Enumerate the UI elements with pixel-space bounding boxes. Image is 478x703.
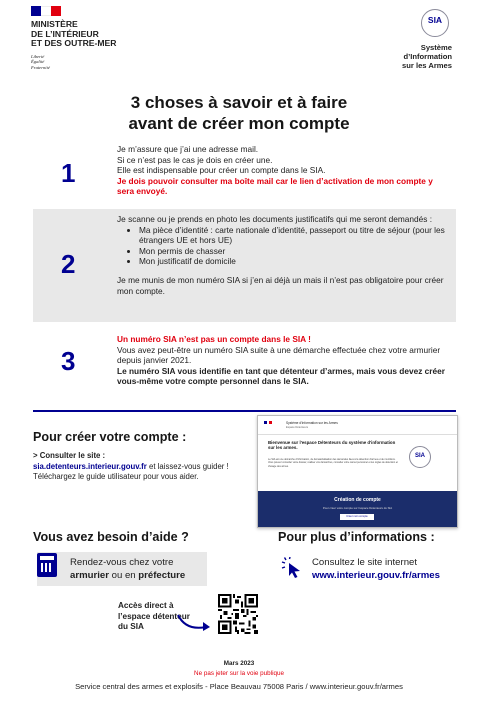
title-line: avant de créer mon compte <box>128 114 350 133</box>
list-item: • Mon justificatif de domicile <box>139 256 447 267</box>
site-suffix: et laissez-vous guider ! <box>146 461 229 471</box>
sia-site-link[interactable]: sia.detenteurs.interieur.gouv.fr <box>33 461 147 471</box>
qr-caption-line: l’espace détenteur <box>118 611 190 621</box>
help-line: Rendez-vous chez votre <box>70 557 174 568</box>
shot-divider <box>258 434 457 435</box>
shot-welcome-title: Bienvenue sur l'espace Détenteurs du système d'information sur les armes. <box>268 440 396 451</box>
motto-line: Égalité <box>31 59 45 65</box>
step-number: 1 <box>61 158 76 188</box>
step-number: 2 <box>61 249 76 279</box>
building-columns <box>41 563 53 572</box>
step-body <box>117 334 447 387</box>
shot-banner-title: Création de compte <box>334 497 381 503</box>
help-heading: Vous avez besoin d’aide ? <box>33 530 189 544</box>
info-text <box>312 556 440 582</box>
step-1 <box>33 142 456 206</box>
step-text: Je me munis de mon numéro SIA si j’en ai déjà un mais il n’est pas obligatoire pour créer mon compte. <box>117 274 444 296</box>
help-connector: ou en <box>108 570 139 581</box>
shot-banner <box>258 491 457 527</box>
ministry-line: DE L’INTÉRIEUR <box>31 28 99 39</box>
mini-flag-icon <box>264 421 272 424</box>
step-warning: Un numéro SIA n’est pas un compte dans le SIA ! <box>117 334 311 344</box>
sia-name-line: Système <box>420 43 452 52</box>
sia-logo-text: SIA <box>427 15 443 25</box>
website-screenshot <box>257 415 458 528</box>
step-text: Je m’assure que j’ai une adresse mail. <box>117 144 259 154</box>
step-body <box>117 214 447 296</box>
step-number: 3 <box>61 346 76 376</box>
cursor-click-icon <box>280 557 304 579</box>
ministry-line: ET DES OUTRE-MER <box>31 38 117 49</box>
info-line: Consultez le site internet <box>312 557 418 568</box>
step-text: Vous avez peut-être un numéro SIA suite à une démarche effectuée chez votre armurier depuis janvier 2021. <box>117 344 441 366</box>
motto-line: Fraternité <box>31 64 50 70</box>
step-bold-text: Le numéro SIA vous identifie en tant que détenteur d’armes, mais vous devez créer vous-même votre compte personnel dans le SIA. <box>117 365 445 387</box>
sia-name-line: sur les Armes <box>402 60 452 70</box>
shot-create-account-button: Créer mon compte <box>340 514 374 520</box>
title-line: 3 choses à savoir et à faire <box>130 93 348 112</box>
step-text: Si ce n’est pas le cas je dois en créer une. <box>117 154 273 165</box>
interieur-site-link[interactable]: www.interieur.gouv.fr/armes <box>312 570 440 581</box>
building-icon <box>37 553 57 577</box>
shot-welcome-body: Le SIA est une démarche d'information, de dématérialisation des demandes liées à la détention d'armes et de munitions. Vous pouvez consulter votre dossier, réaliser vos démarches, consulter votre carnet personnel et les règles de détention et d'usage des armes. <box>268 458 398 468</box>
step-body <box>117 144 447 197</box>
help-armurier: armurier <box>70 570 109 581</box>
document-list <box>117 225 447 267</box>
ministry-line: MINISTÈRE <box>31 19 78 29</box>
shot-sia-logo <box>409 446 431 468</box>
sia-logo <box>421 9 449 37</box>
consult-label: > Consulter le site : <box>33 451 106 460</box>
help-prefecture: préfecture <box>138 570 186 581</box>
qr-caption-line: du SIA <box>118 622 144 632</box>
sia-name-line: d’Information <box>403 51 452 61</box>
arrow-icon <box>176 611 214 635</box>
create-account-heading: Pour créer votre compte : <box>33 430 187 444</box>
sia-system-name <box>380 44 452 70</box>
shot-header-text: Système d'Information sur les Armes <box>286 421 338 425</box>
footer-date: Mars 2023 <box>223 660 255 667</box>
shot-logo-text: SIA <box>414 453 425 459</box>
motto-line: Liberté <box>31 54 45 59</box>
info-heading: Pour plus d’informations : <box>278 530 435 544</box>
qr-code[interactable] <box>218 594 258 634</box>
list-item: • Ma pièce d’identité : carte nationale d’identité, passeport ou titre de séjour (pour les étrangers UE et hors UE) <box>139 225 447 246</box>
step-3 <box>33 332 456 394</box>
page-title <box>0 92 478 134</box>
ministry-name <box>31 20 151 49</box>
footer-notice: Ne pas jeter sur la voie publique <box>194 670 284 677</box>
list-item: • Mon permis de chasser <box>139 246 447 257</box>
shot-banner-sub: Pour créer votre compte sur l'espace Détenteurs du SIA <box>322 506 393 510</box>
building-roof <box>40 556 54 560</box>
french-flag-logo <box>31 6 61 16</box>
help-text <box>70 556 210 582</box>
step-text: Elle est indispensable pour créer un compte dans le SIA. <box>117 165 326 176</box>
section-divider <box>33 410 456 412</box>
create-account-text <box>33 451 248 483</box>
step-2 <box>33 209 456 322</box>
shot-header-sub: Espace Détenteurs <box>286 426 309 429</box>
republic-motto <box>31 54 50 70</box>
footer-address: Service central des armes et explosifs - Place Beauvau 75008 Paris / www.interieur.gouv.fr/armes <box>75 682 403 691</box>
step-warning: Je dois pouvoir consulter ma boîte mail car le lien d’activation de mon compte y sera envoyé. <box>117 175 433 197</box>
step-text: Je scanne ou je prends en photo les documents justificatifs qui me seront demandés : <box>117 214 433 224</box>
guide-text: Téléchargez le guide utilisateur pour vous aider. <box>33 472 199 481</box>
qr-caption-line: Accès direct à <box>118 601 174 610</box>
